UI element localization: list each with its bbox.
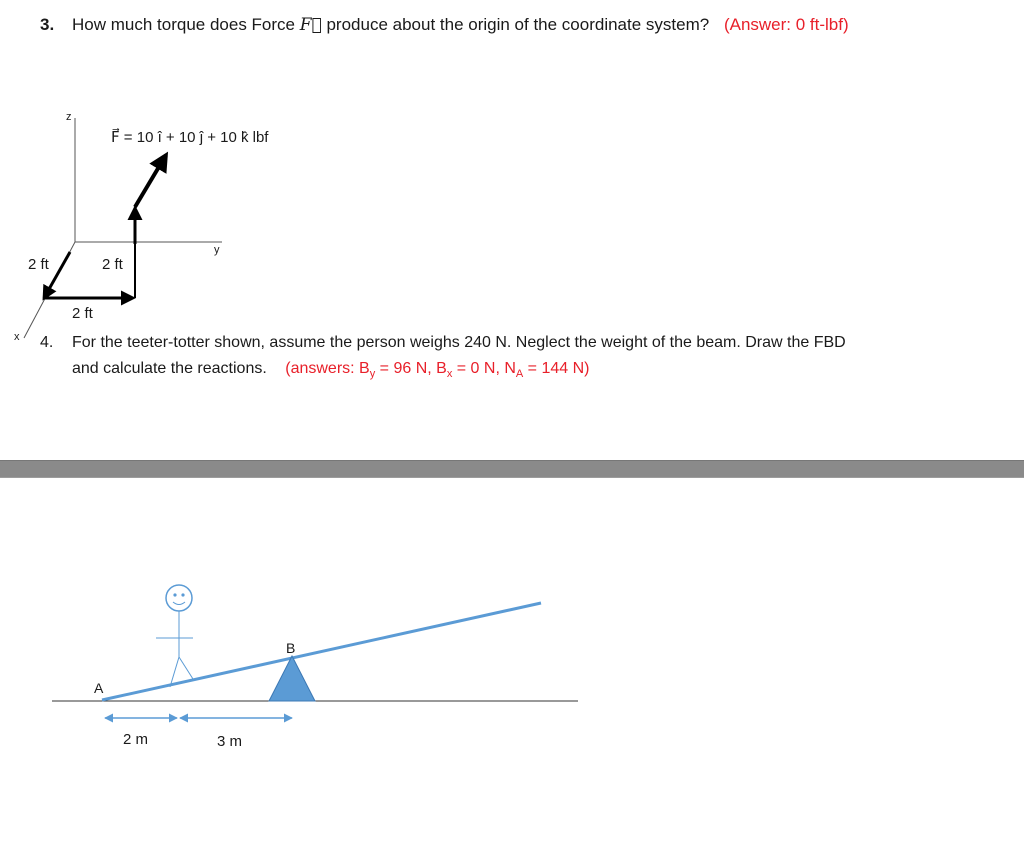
person-head xyxy=(166,585,192,611)
force-equation: F⃗ = 10 î + 10 ĵ + 10 k̂ lbf xyxy=(111,129,269,146)
label-b: B xyxy=(286,640,296,656)
q3-text-before: How much torque does Force xyxy=(72,15,295,34)
person-eye-left xyxy=(173,593,176,596)
axis-z-label: z xyxy=(66,111,72,123)
q3-number: 3. xyxy=(40,15,55,34)
force-arrow xyxy=(135,155,166,207)
person-eye-right xyxy=(181,593,184,596)
dim-left-label: 2 ft xyxy=(28,256,49,273)
q4-answers xyxy=(285,360,590,381)
axis-x-label: x xyxy=(14,331,20,343)
q4-number: 4. xyxy=(40,334,54,351)
dim-3m-label: 3 m xyxy=(217,733,243,750)
q4-line2: and calculate the reactions. xyxy=(72,360,267,377)
q4-line1: For the teeter-totter shown, assume the person weighs 240 N. Neglect the weight of the beam. Draw the FBD xyxy=(72,334,846,351)
q4-bx-val: = 0 N, N xyxy=(452,360,516,377)
q3-text-after: produce about the origin of the coordinate system? xyxy=(326,15,710,34)
dim-2m-label: 2 m xyxy=(123,731,149,748)
q4-line2-row xyxy=(72,360,590,380)
q4-ans-prefix: (answers: B xyxy=(285,360,370,377)
label-a: A xyxy=(94,680,104,696)
q4-na-val: = 144 N) xyxy=(523,360,590,377)
q3-answer: (Answer: 0 ft-lbf) xyxy=(723,15,849,34)
page-divider xyxy=(0,460,1024,478)
q4-na-sub: A xyxy=(515,368,524,381)
beam xyxy=(102,603,541,700)
q4-by-val: = 96 N, B xyxy=(375,360,447,377)
q4-bx-sub: x xyxy=(446,368,453,381)
q4-by-sub: y xyxy=(369,368,376,381)
dim-mid-label: 2 ft xyxy=(102,256,123,273)
person-leg-right xyxy=(179,657,193,679)
axis-y-label: y xyxy=(214,244,220,256)
dim-bottom-label: 2 ft xyxy=(72,305,93,322)
q3-force-symbol: F⃗ xyxy=(299,15,322,35)
